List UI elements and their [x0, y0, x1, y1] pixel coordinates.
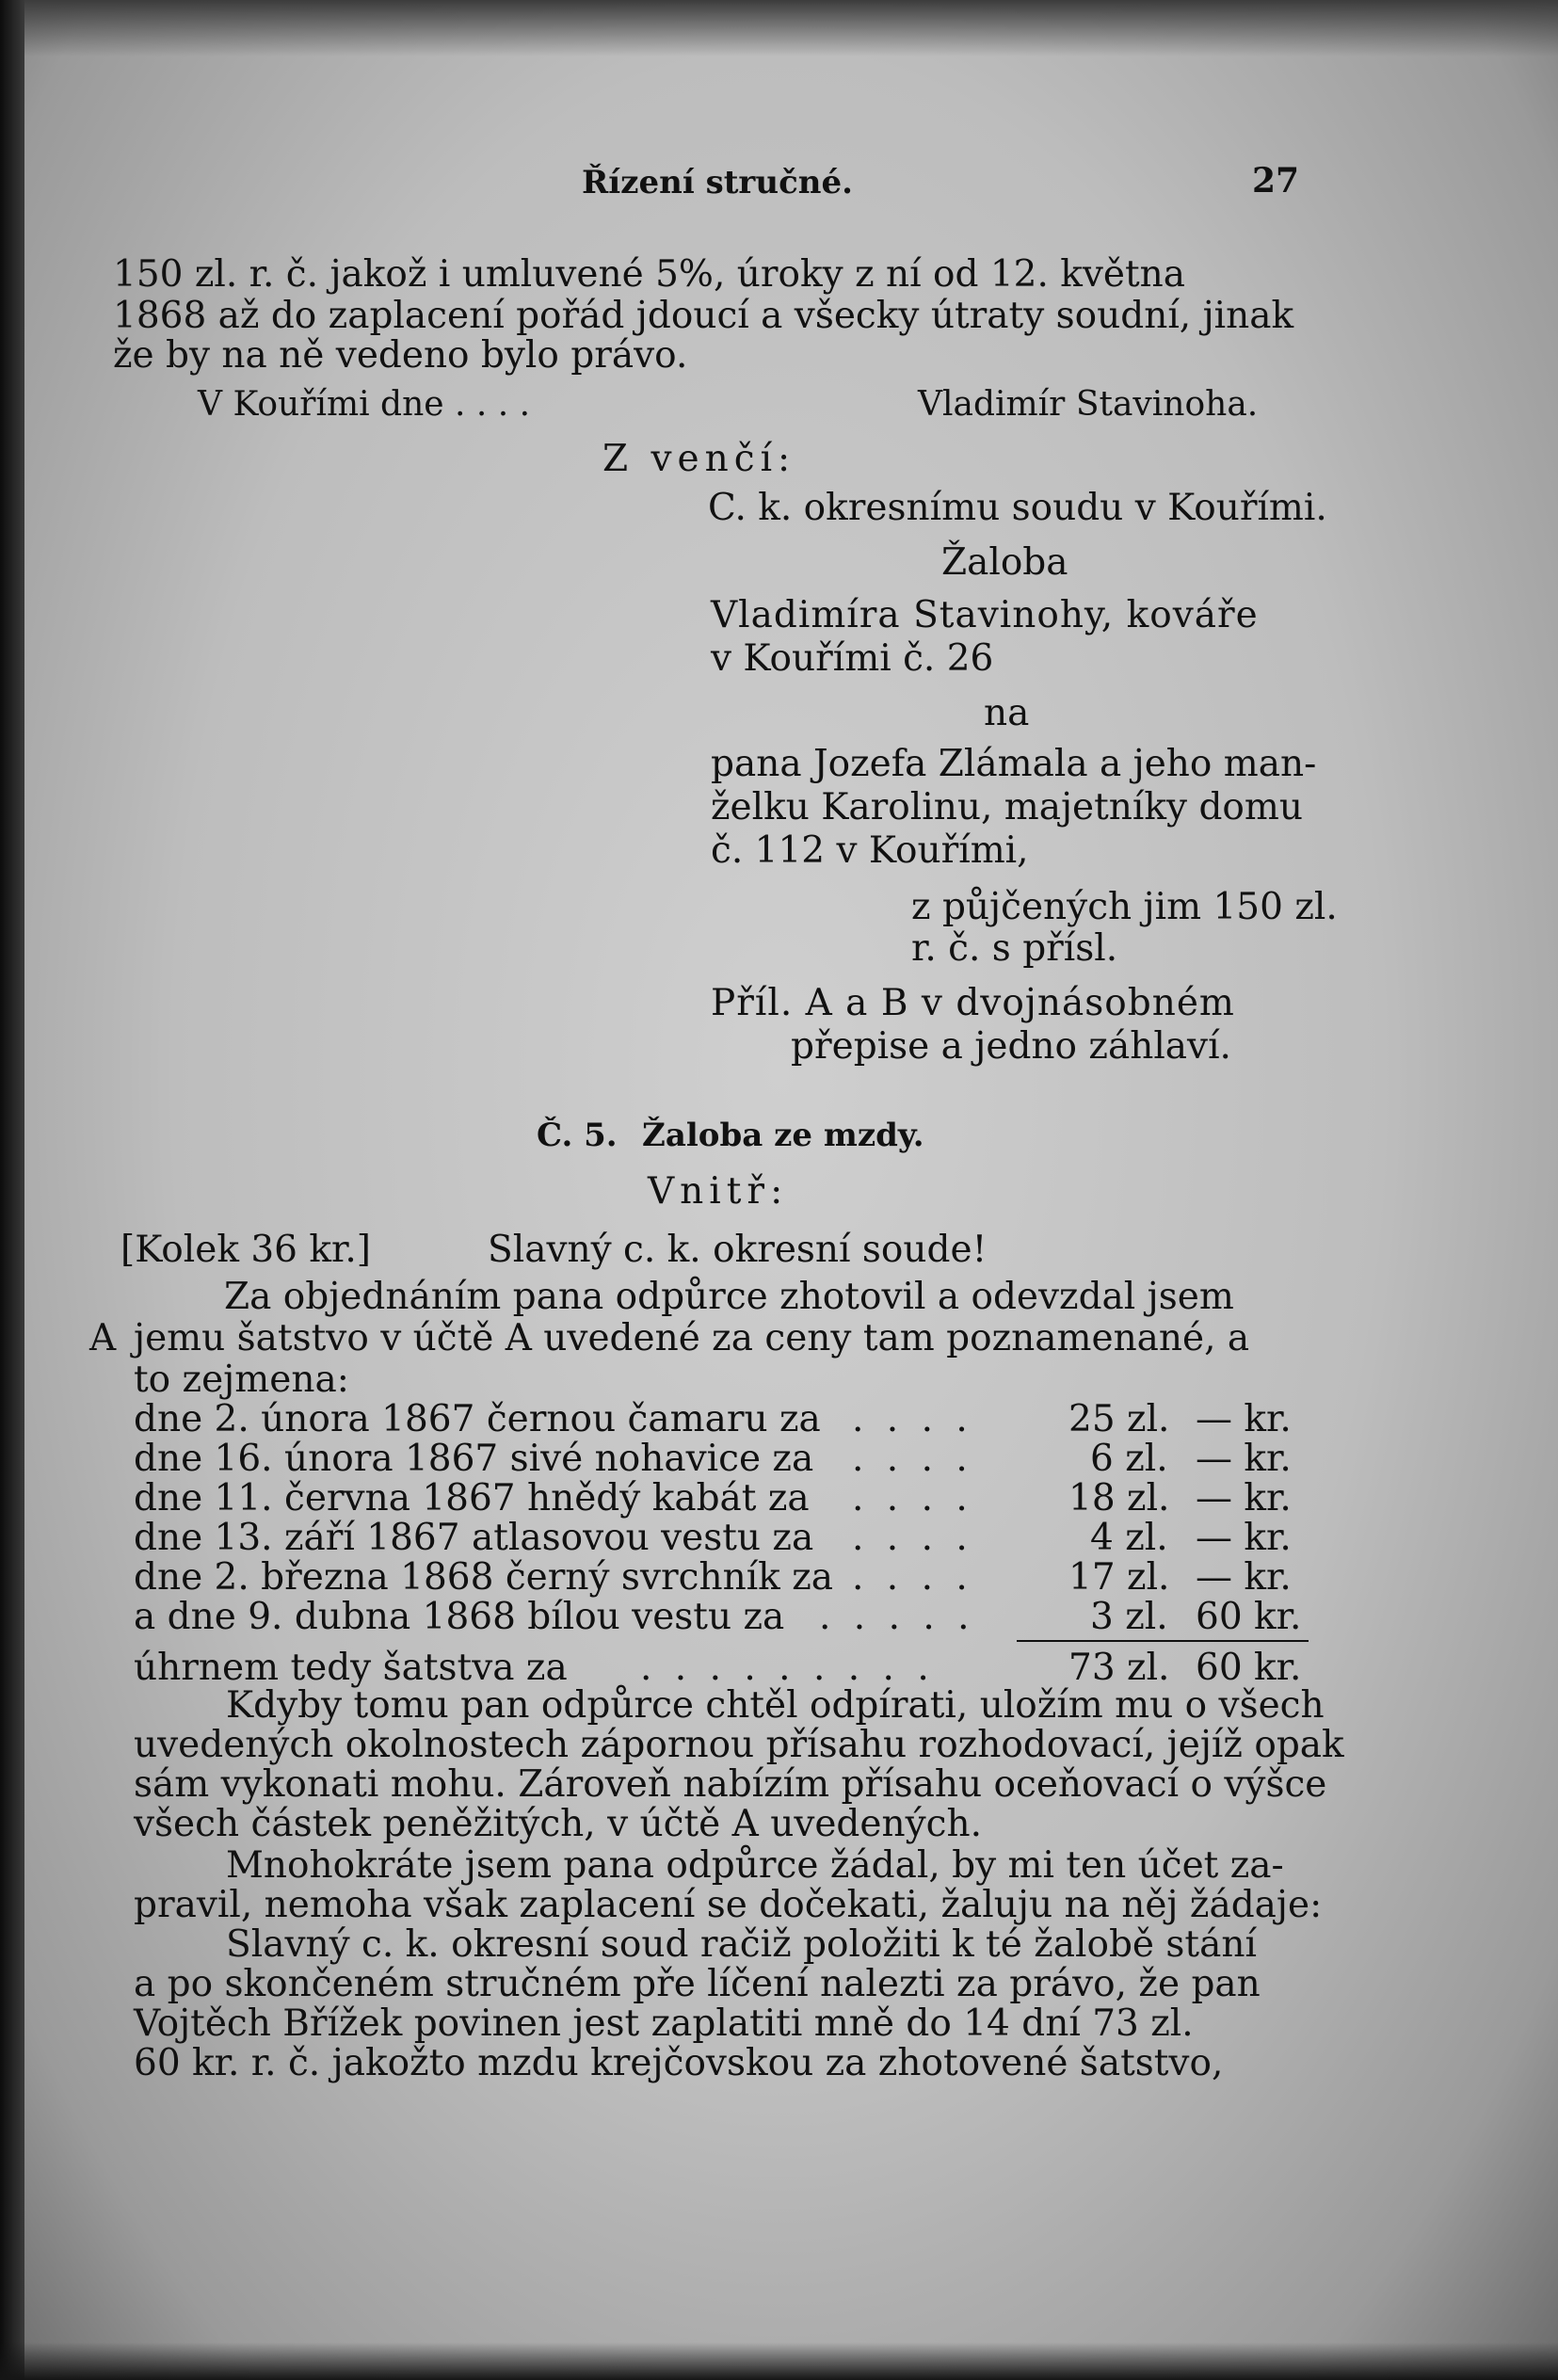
item-label: dne 16. února 1867 sivé nohavice za [134, 1438, 814, 1480]
para1-line-2: jemu šatstvo v účtě A uvedené za ceny tam poznamenané, a [134, 1317, 1250, 1359]
stamp: [Kolek 36 kr.] [120, 1229, 371, 1271]
intro-line-2: 1868 až do zaplacení pořád jdoucí a všecky útraty soudní, jinak [113, 295, 1294, 337]
page-left-edge [0, 0, 24, 2380]
signature-place: V Kouřími dne . . . . [198, 385, 531, 424]
item-label: dne 2. března 1868 černý svrchník za [134, 1556, 833, 1599]
item-zl: 25 zl. [1068, 1398, 1170, 1440]
item-kr: 60 kr. [1196, 1596, 1302, 1638]
page-number: 27 [1252, 161, 1300, 201]
total-kr: 60 kr. [1196, 1647, 1302, 1689]
item-kr: — kr. [1196, 1438, 1292, 1480]
item-zl: 4 zl. [1090, 1517, 1168, 1559]
para1-line-3: to zejmena: [134, 1359, 349, 1401]
para2-line-3: sám vykonati mohu. Zároveň nabízím přísahu oceňovací o výšce [134, 1763, 1327, 1806]
item-dots: . . . . . [819, 1596, 975, 1638]
item-label: dne 13. září 1867 atlasovou vestu za [134, 1517, 814, 1559]
item-dots: . . . . [852, 1398, 973, 1440]
item-dots: . . . . [852, 1477, 973, 1520]
defendant-line-2: želku Karolinu, majetníky domu [711, 786, 1304, 828]
para3-line-1: Mnohokráte jsem pana odpůrce žádal, by mi ten účet za- [226, 1844, 1284, 1887]
item-zl: 17 zl. [1068, 1556, 1170, 1599]
item-dots: . . . . [852, 1556, 973, 1599]
amount-line-1: z půjčených jim 150 zl. [911, 886, 1338, 928]
outside-na: na [984, 692, 1030, 734]
defendant-line-1: pana Jozefa Zlámala a jeho man- [711, 743, 1317, 785]
total-dots: . . . . . . . . . [640, 1647, 935, 1689]
intro-line-3: že by na ně vedeno bylo právo. [113, 334, 688, 377]
para4-line-1: Slavný c. k. okresní soud račiž položiti k té žalobě stání [226, 1923, 1257, 1966]
plaintiff-line-1: Vladimíra Stavinohy, kováře [711, 594, 1259, 636]
item-zl: 3 zl. [1090, 1596, 1168, 1638]
margin-letter-a: A [89, 1317, 117, 1359]
item-kr: — kr. [1196, 1556, 1292, 1599]
plaintiff-line-2: v Kouřími č. 26 [711, 637, 994, 680]
outside-heading: Z venčí: [602, 438, 796, 480]
signature-name: Vladimír Stavinoha. [918, 385, 1259, 424]
para3-line-2: pravil, nemoha však zaplacení se dočekati, žaluju na něj žádaje: [134, 1884, 1323, 1926]
salutation: Slavný c. k. okresní soude! [488, 1229, 988, 1271]
total-zl: 73 zl. [1068, 1647, 1170, 1689]
section-title: Žaloba ze mzdy. [642, 1117, 924, 1154]
item-label: a dne 9. dubna 1868 bílou vestu za [134, 1596, 785, 1638]
para4-line-3: Vojtěch Břížek povinen jest zaplatiti mně do 14 dní 73 zl. [134, 2002, 1194, 2045]
inside-heading: Vnitř: [648, 1170, 789, 1213]
para2-line-2: uvedených okolnostech zápornou přísahu rozhodovací, jejíž opak [134, 1724, 1344, 1766]
attachments-line-1: Příl. A a B v dvojnásobném [711, 982, 1235, 1024]
item-zl: 6 zl. [1090, 1438, 1168, 1480]
page-top-shadow [0, 0, 1558, 56]
outside-title: Žaloba [941, 541, 1068, 584]
item-label: dne 11. června 1867 hnědý kabát za [134, 1477, 810, 1520]
item-dots: . . . . [852, 1438, 973, 1480]
para2-line-1: Kdyby tomu pan odpůrce chtěl odpírati, uložím mu o všech [226, 1684, 1325, 1727]
section-number: Č. 5. [537, 1117, 618, 1154]
outside-court: C. k. okresnímu soudu v Kouřími. [708, 487, 1327, 529]
para4-line-4: 60 kr. r. č. jakožto mzdu krejčovskou za zhotovené šatstvo, [134, 2042, 1224, 2084]
sum-rule [1017, 1640, 1309, 1642]
item-kr: — kr. [1196, 1398, 1292, 1440]
amount-line-2: r. č. s přísl. [911, 927, 1118, 970]
para1-line-1: Za objednáním pana odpůrce zhotovil a odevzdal jsem [224, 1276, 1234, 1318]
item-kr: — kr. [1196, 1517, 1292, 1559]
item-dots: . . . . [852, 1517, 973, 1559]
defendant-line-3: č. 112 v Kouřími, [711, 829, 1029, 872]
attachments-line-2: přepise a jedno záhlaví. [791, 1025, 1231, 1068]
para2-line-4: všech částek peněžitých, v účtě A uvedených. [134, 1803, 982, 1845]
item-kr: — kr. [1196, 1477, 1292, 1520]
para4-line-2: a po skončeném stručném pře líčení nalezti za právo, že pan [134, 1963, 1261, 2005]
item-label: dne 2. února 1867 černou čamaru za [134, 1398, 821, 1440]
item-zl: 18 zl. [1068, 1477, 1170, 1520]
page-bottom-shadow [0, 2342, 1558, 2380]
intro-line-1: 150 zl. r. č. jakož i umluvené 5%, úroky z ní od 12. května [113, 253, 1186, 296]
total-label: úhrnem tedy šatstva za [134, 1647, 568, 1689]
running-header: Řízení stručné. [582, 164, 853, 201]
